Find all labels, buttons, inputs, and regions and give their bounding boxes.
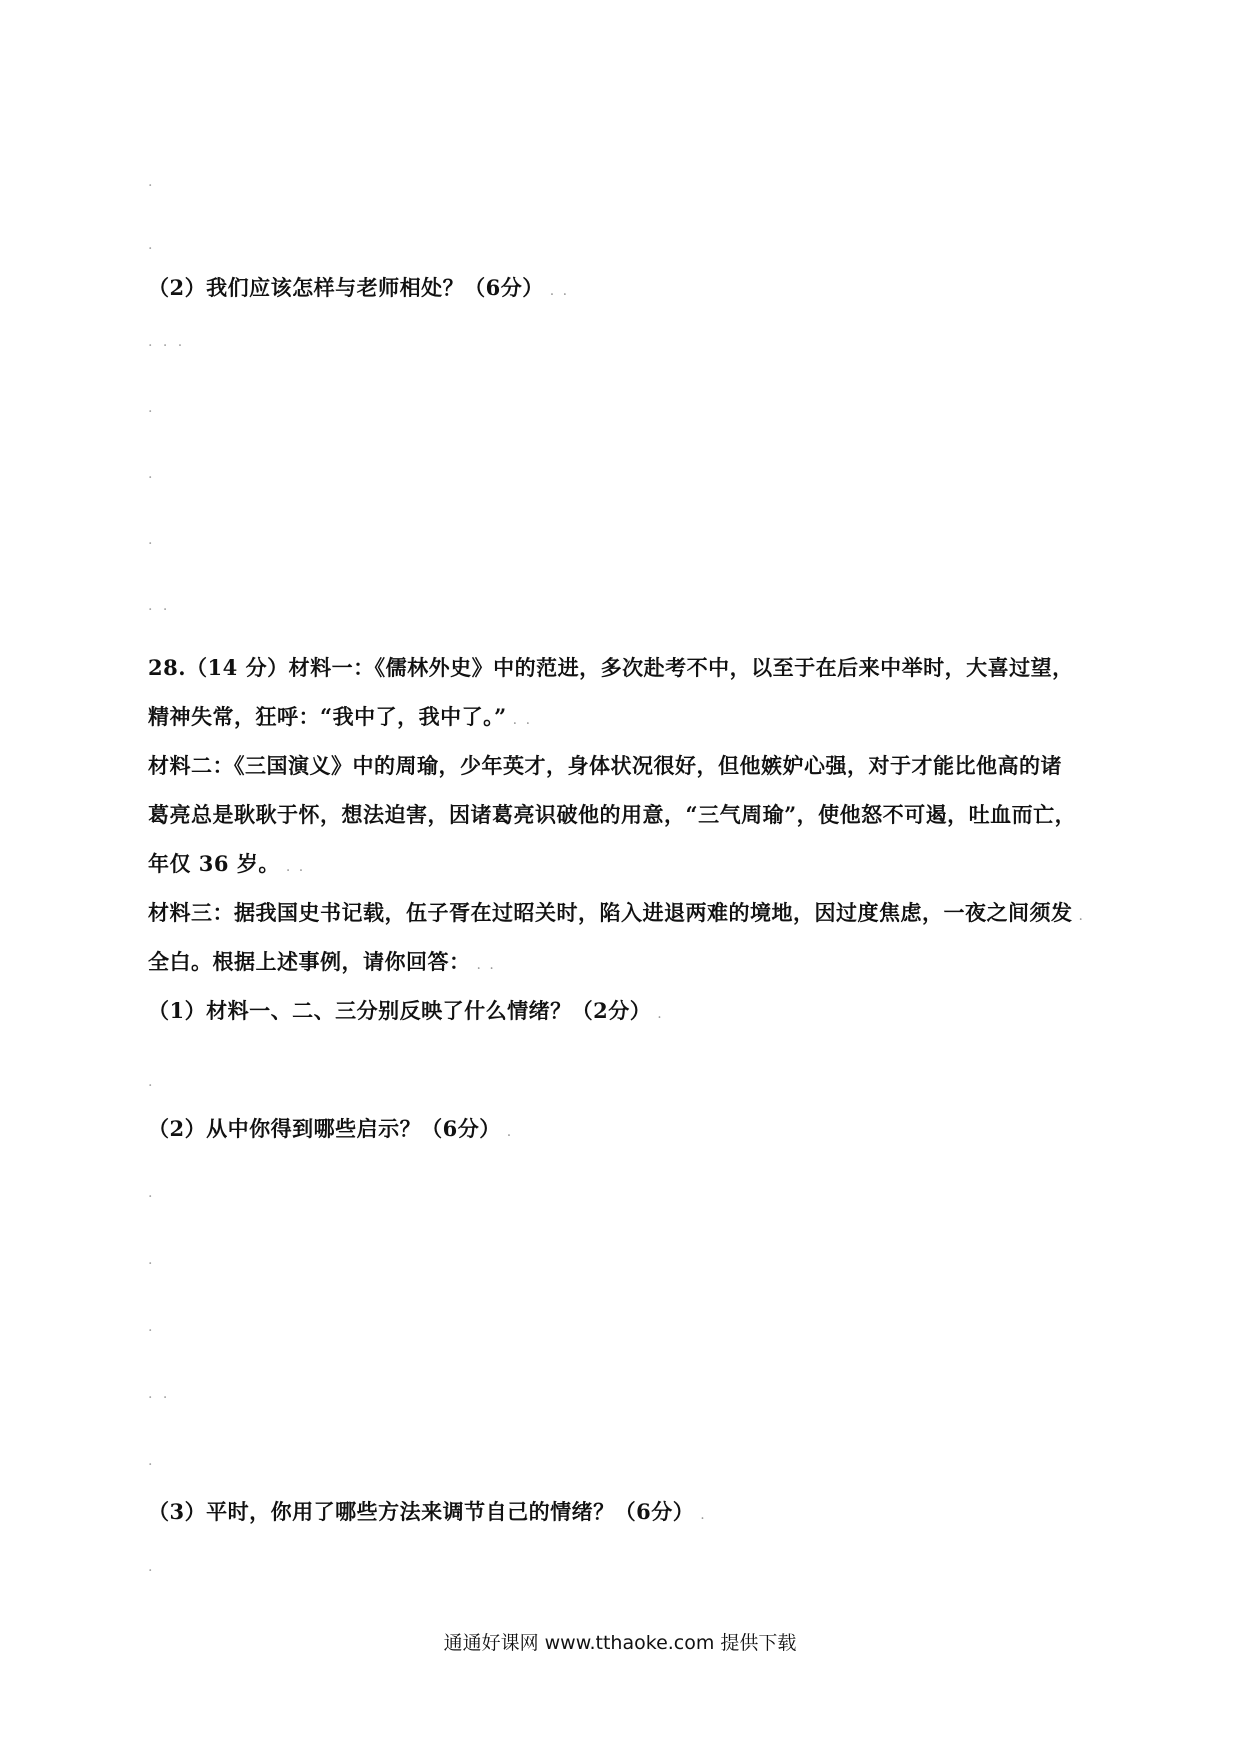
trailing-mark: . . xyxy=(549,283,570,299)
stray-mark: . xyxy=(148,237,156,253)
stray-mark: . xyxy=(148,1185,156,1201)
trailing-mark: . xyxy=(1078,908,1085,924)
q28-material3-line2 xyxy=(148,948,496,979)
stray-mark: . xyxy=(148,400,156,416)
q28-material3-line1 xyxy=(148,899,1085,930)
trailing-mark: . xyxy=(700,1507,707,1523)
q28-part2-question xyxy=(148,1115,513,1146)
q28-part3-text: （3）平时，你用了哪些方法来调节自己的情绪？（6分） xyxy=(148,1499,695,1524)
trailing-mark: . xyxy=(657,1006,664,1022)
trailing-mark: . . xyxy=(285,859,306,875)
q28-part1-text: （1）材料一、二、三分别反映了什么情绪？（2分） xyxy=(148,998,652,1023)
stray-mark: . . . xyxy=(148,334,186,350)
q28-part2-text: （2）从中你得到哪些启示？（6分） xyxy=(148,1116,501,1141)
trailing-mark: . xyxy=(506,1124,514,1140)
trailing-mark: . . xyxy=(512,712,533,728)
page-footer: 通通好课网 www.tthaoke.com 提供下载 xyxy=(443,1632,797,1654)
q28-material2-line3 xyxy=(148,850,305,881)
stray-mark: . xyxy=(148,1319,156,1335)
q28-intro-line1: 28.（14 分）材料一：《儒林外史》中的范进，多次赴考不中，以至于在后来中举时，大喜过望， xyxy=(148,655,1074,680)
q28-material2-line2: 葛亮总是耿耿于怀，想法迫害，因诸葛亮识破他的用意，“三气周瑜”，使他怒不可遏，吐血而亡， xyxy=(148,802,1077,827)
q28-material3-line1-text: 材料三：据我国史书记载，伍子胥在过昭关时，陷入进退两难的境地，因过度焦虑，一夜之间须发 xyxy=(148,900,1073,925)
q27-part2-text: （2）我们应该怎样与老师相处？（6分） xyxy=(148,275,544,300)
stray-mark: . xyxy=(148,1252,156,1268)
stray-mark: . xyxy=(148,1559,156,1575)
q28-material2-line1: 材料二：《三国演义》中的周瑜，少年英才，身体状况很好，但他嫉妒心强，对于才能比他高的诸 xyxy=(148,753,1062,778)
stray-mark: . xyxy=(148,532,156,548)
stray-mark: . . xyxy=(148,1386,171,1402)
stray-mark: . . xyxy=(148,598,171,614)
trailing-mark: . . xyxy=(476,957,496,973)
stray-mark: . xyxy=(148,1453,156,1469)
stray-mark: . xyxy=(148,466,156,482)
q28-intro-line2 xyxy=(148,703,532,734)
q28-intro-line2-text: 精神失常，狂呼：“我中了，我中了。” xyxy=(148,704,507,729)
q28-part3-question xyxy=(148,1498,707,1529)
stray-mark: . xyxy=(148,1074,156,1090)
q28-material2-line3-text: 年仅 36 岁。 xyxy=(148,851,280,876)
q28-material3-line2-text: 全白。根据上述事例，请你回答： xyxy=(148,949,471,974)
q28-part1-question xyxy=(148,997,664,1028)
q27-part2-question xyxy=(148,274,569,305)
stray-mark: . xyxy=(148,174,156,190)
